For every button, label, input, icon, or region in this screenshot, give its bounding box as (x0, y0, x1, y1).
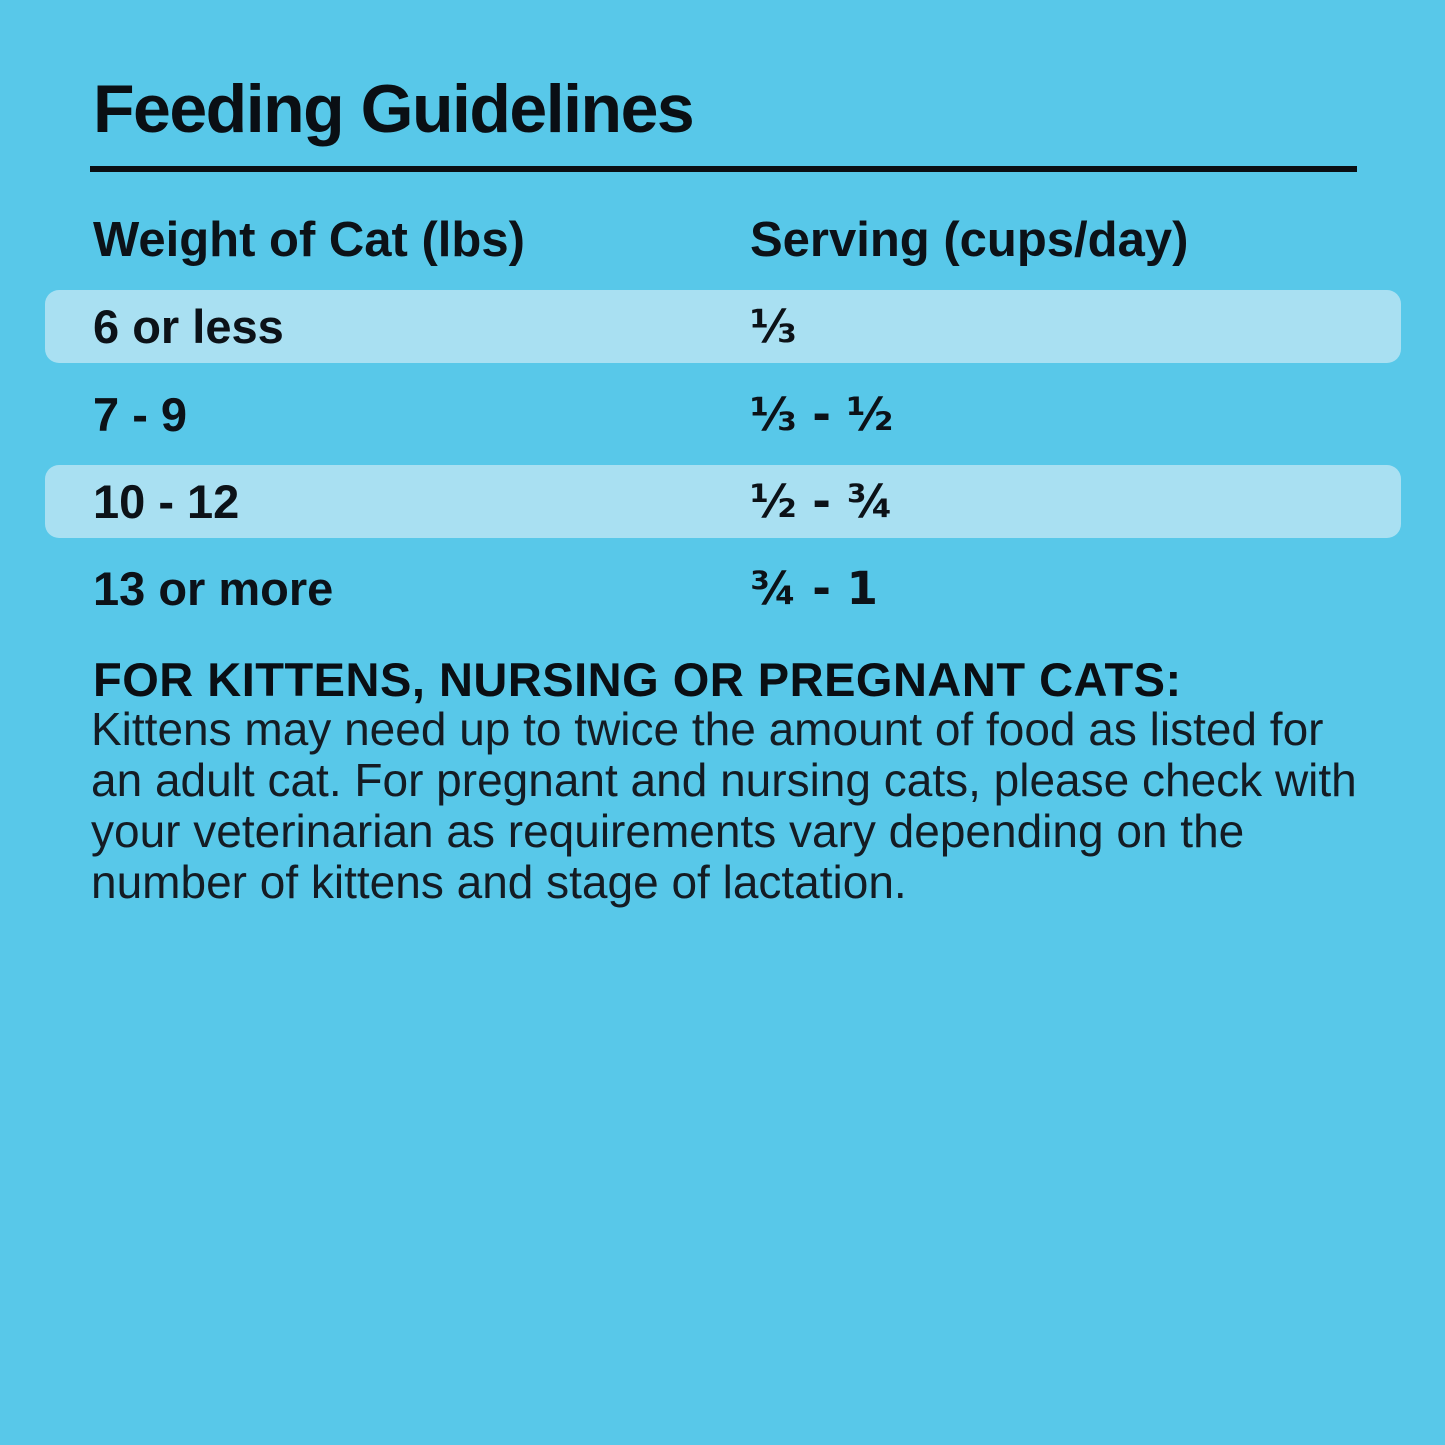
serving-cell: ½ - ¾ (750, 475, 894, 528)
column-header-serving: Serving (cups/day) (750, 213, 1189, 267)
page-title: Feeding Guidelines (93, 71, 694, 147)
title-underline (90, 166, 1357, 172)
serving-cell: ⅓ (750, 300, 797, 353)
table-row (45, 378, 1401, 451)
table-header-row (0, 212, 1445, 272)
note-body: Kittens may need up to twice the amount of food as listed for an adult cat. For pregnant and nursing cats, please check with your veterinarian as requirements vary depending on the number of kittens and stage of lactation. (91, 703, 1357, 908)
weight-cell: 6 or less (93, 300, 284, 353)
serving-cell: ⅓ - ½ (750, 388, 894, 441)
column-header-weight: Weight of Cat (lbs) (93, 213, 525, 267)
weight-cell: 13 or more (93, 562, 334, 615)
table-row (45, 552, 1401, 625)
weight-cell: 7 - 9 (93, 388, 188, 441)
table-row (45, 465, 1401, 538)
table-row (45, 290, 1401, 363)
weight-cell: 10 - 12 (93, 475, 240, 528)
serving-cell: ¾ - 1 (750, 562, 878, 615)
note-heading: FOR KITTENS, NURSING OR PREGNANT CATS: (93, 653, 1182, 706)
